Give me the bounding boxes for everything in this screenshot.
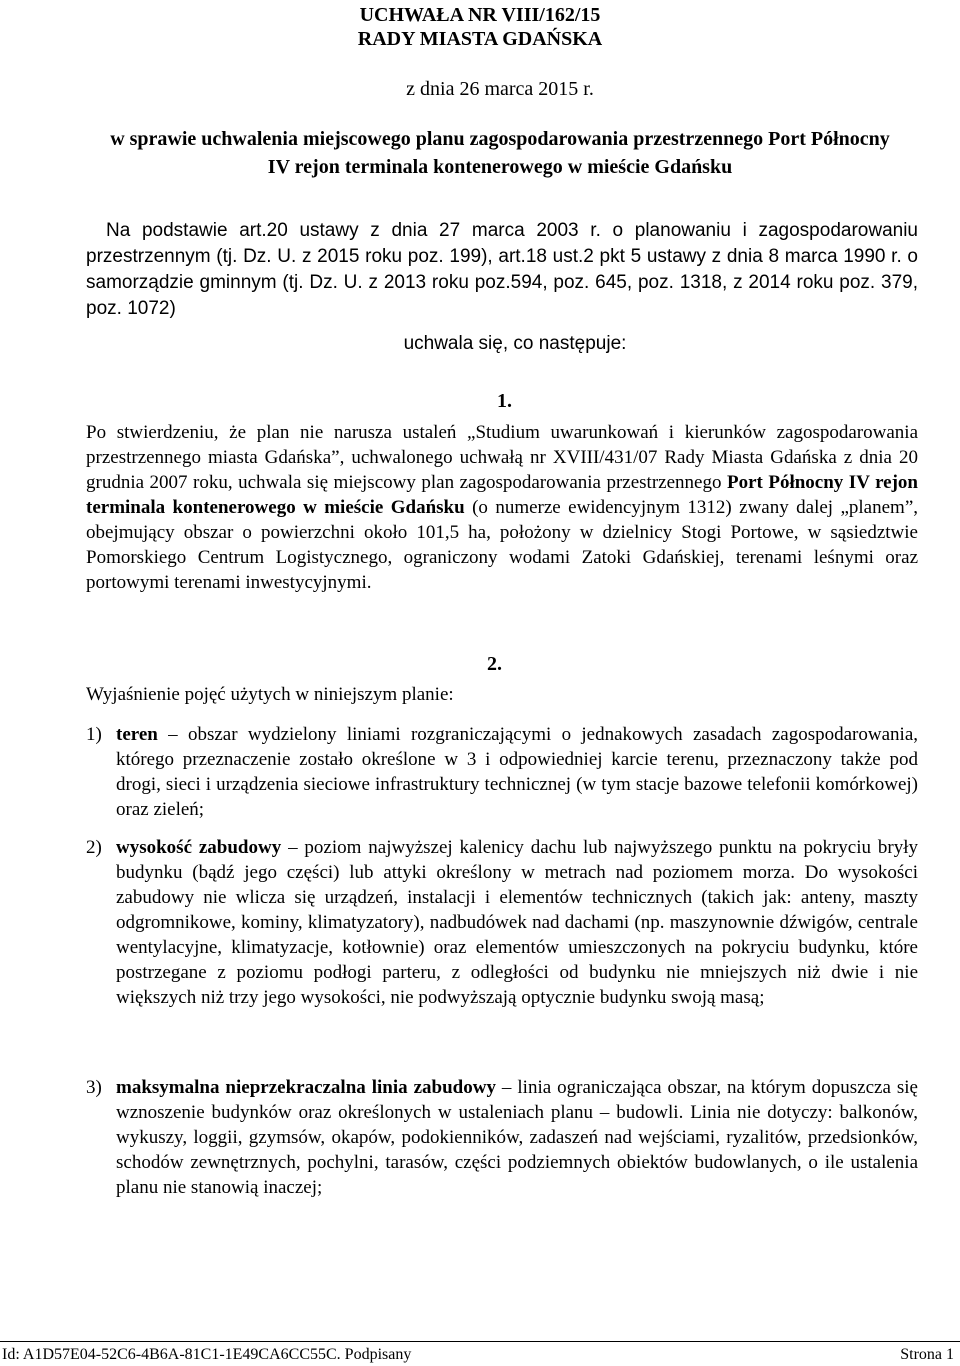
legal-basis-text: Na podstawie art.20 ustawy z dnia 27 marca 2003 r. o planowaniu i zagospodarowaniu przestrzennym (tj. Dz. U. z 2015 roku poz. 199), art.18 ust.2 pkt 5 ustawy z dnia 8 marca 1990 r. o samorządzie gminnym (tj. Dz. U. z 2013 roku poz.594, poz. 645, poz. 1318, z 2014 roku poz. 379, poz. 1072) [86,220,918,319]
definition-text: – linia ograniczająca obszar, na którym dopuszcza się wznoszenie budynków oraz określonych w ustaleniach planu – budowli. Linia nie dotyczy: balkonów, wykuszy, loggii, gzymsów, okapów, podokienników, zadaszeń nad wejściami, ryzalitów, przedsionków, schodów zewnętrznych, pochylni, tarasów, części podziemnych obiektów budowlanych, o ile ustalenia planu nie stanowią inaczej; [116,1077,918,1198]
document-id: Id: A1D57E04-52C6-4B6A-81C1-1E49CA6CC55C. Podpisany [2,1346,412,1363]
footer-divider [0,1341,960,1342]
page-number: Strona 1 [900,1346,954,1363]
section-2-heading: 2. [487,653,502,675]
definition-text: – obszar wydzielony liniami rozgraniczającymi o jednakowych zasadach zagospodarowania, którego przeznaczenie zostało określone w 3 i odpowiedniej karcie terenu, przeznaczony także pod drogi, sieci i urządzenia sieciowe infrastruktury technicznej (w tym stacje bazowe telefonii komórkowej) oraz zieleń; [116,724,918,820]
resolution-date: z dnia 26 marca 2015 r. [406,78,594,100]
definitions-intro: Wyjaśnienie pojęć użytych w niniejszym planie: [86,684,454,705]
definition-term: maksymalna nieprzekraczalna linia zabudowy [116,1077,496,1098]
plan-name: Port Północny IV rejon terminala kontenerowego w mieście Gdańsku [86,472,918,518]
section-1-text-start: Po stwierdzeniu, że plan nie narusza ustaleń „Studium uwarunkowań i kierunków zagospodarowania przestrzennego miasta Gdańska”, uchwalonego uchwałą nr XVIII/431/07 Rady Miasta Gdańska z dnia 20 grudnia 2007 roku, uchwala się miejscowy plan zagospodarowania przestrzennego [86,422,918,493]
section-1-heading: 1. [497,390,512,412]
resolves-statement: uchwala się, co następuje: [403,333,627,354]
definition-number: 1) [86,724,102,745]
definition-item [86,722,918,822]
resolution-title: UCHWAŁA NR VIII/162/15 [359,4,601,26]
council-name: RADY MIASTA GDAŃSKA [357,28,603,50]
definition-term: teren [116,724,158,745]
definition-term: wysokość zabudowy [116,837,282,858]
section-1-text-end: (o numerze ewidencyjnym 1312) zwany dalej „planem”, obejmujący obszar o powierzchni około 101,5 ha, położony w dzielnicy Stogi Portowe, w sąsiedztwie Pomorskiego Centrum Logistycznego, ograniczony wodami Zatoki Gdańskiej, terenami leśnymi oraz portowymi terenami inwestycyjnymi. [86,497,919,593]
legal-basis [86,218,918,322]
resolution-subject: w sprawie uchwalenia miejscowego planu zagospodarowania przestrzennego Port Północny IV rejon terminala kontenerowego w mieście Gdańsku [110,128,890,178]
section-1-paragraph [86,420,918,595]
definition-number: 2) [86,837,102,858]
definition-item [86,1075,918,1200]
definition-number: 3) [86,1077,102,1098]
definition-text: – poziom najwyższej kalenicy dachu lub najwyższego punktu na pokryciu bryły budynku (bądź jego części) lub attyki określony w metrach nad poziomem morza. Do wysokości zabudowy nie wlicza się urządzeń, instalacji i elementów technicznych (takich jak: anteny, maszty odgromnikowe, kominy, klimatyzatory), nadbudówek nad dachami (np. maszynownie dźwigów, centrale wentylacyjne, klimatyzacje, kotłownie) oraz elementów umieszczonych na pokryciu budynku, które postrzegane z poziomu podłogi parteru, z odległości od budynku nie mniejszych niż dwie i nie większych niż trzy jego wysokości, nie podwyższają optycznie budynku swoją masą; [116,837,918,1008]
definition-item [86,835,918,1010]
